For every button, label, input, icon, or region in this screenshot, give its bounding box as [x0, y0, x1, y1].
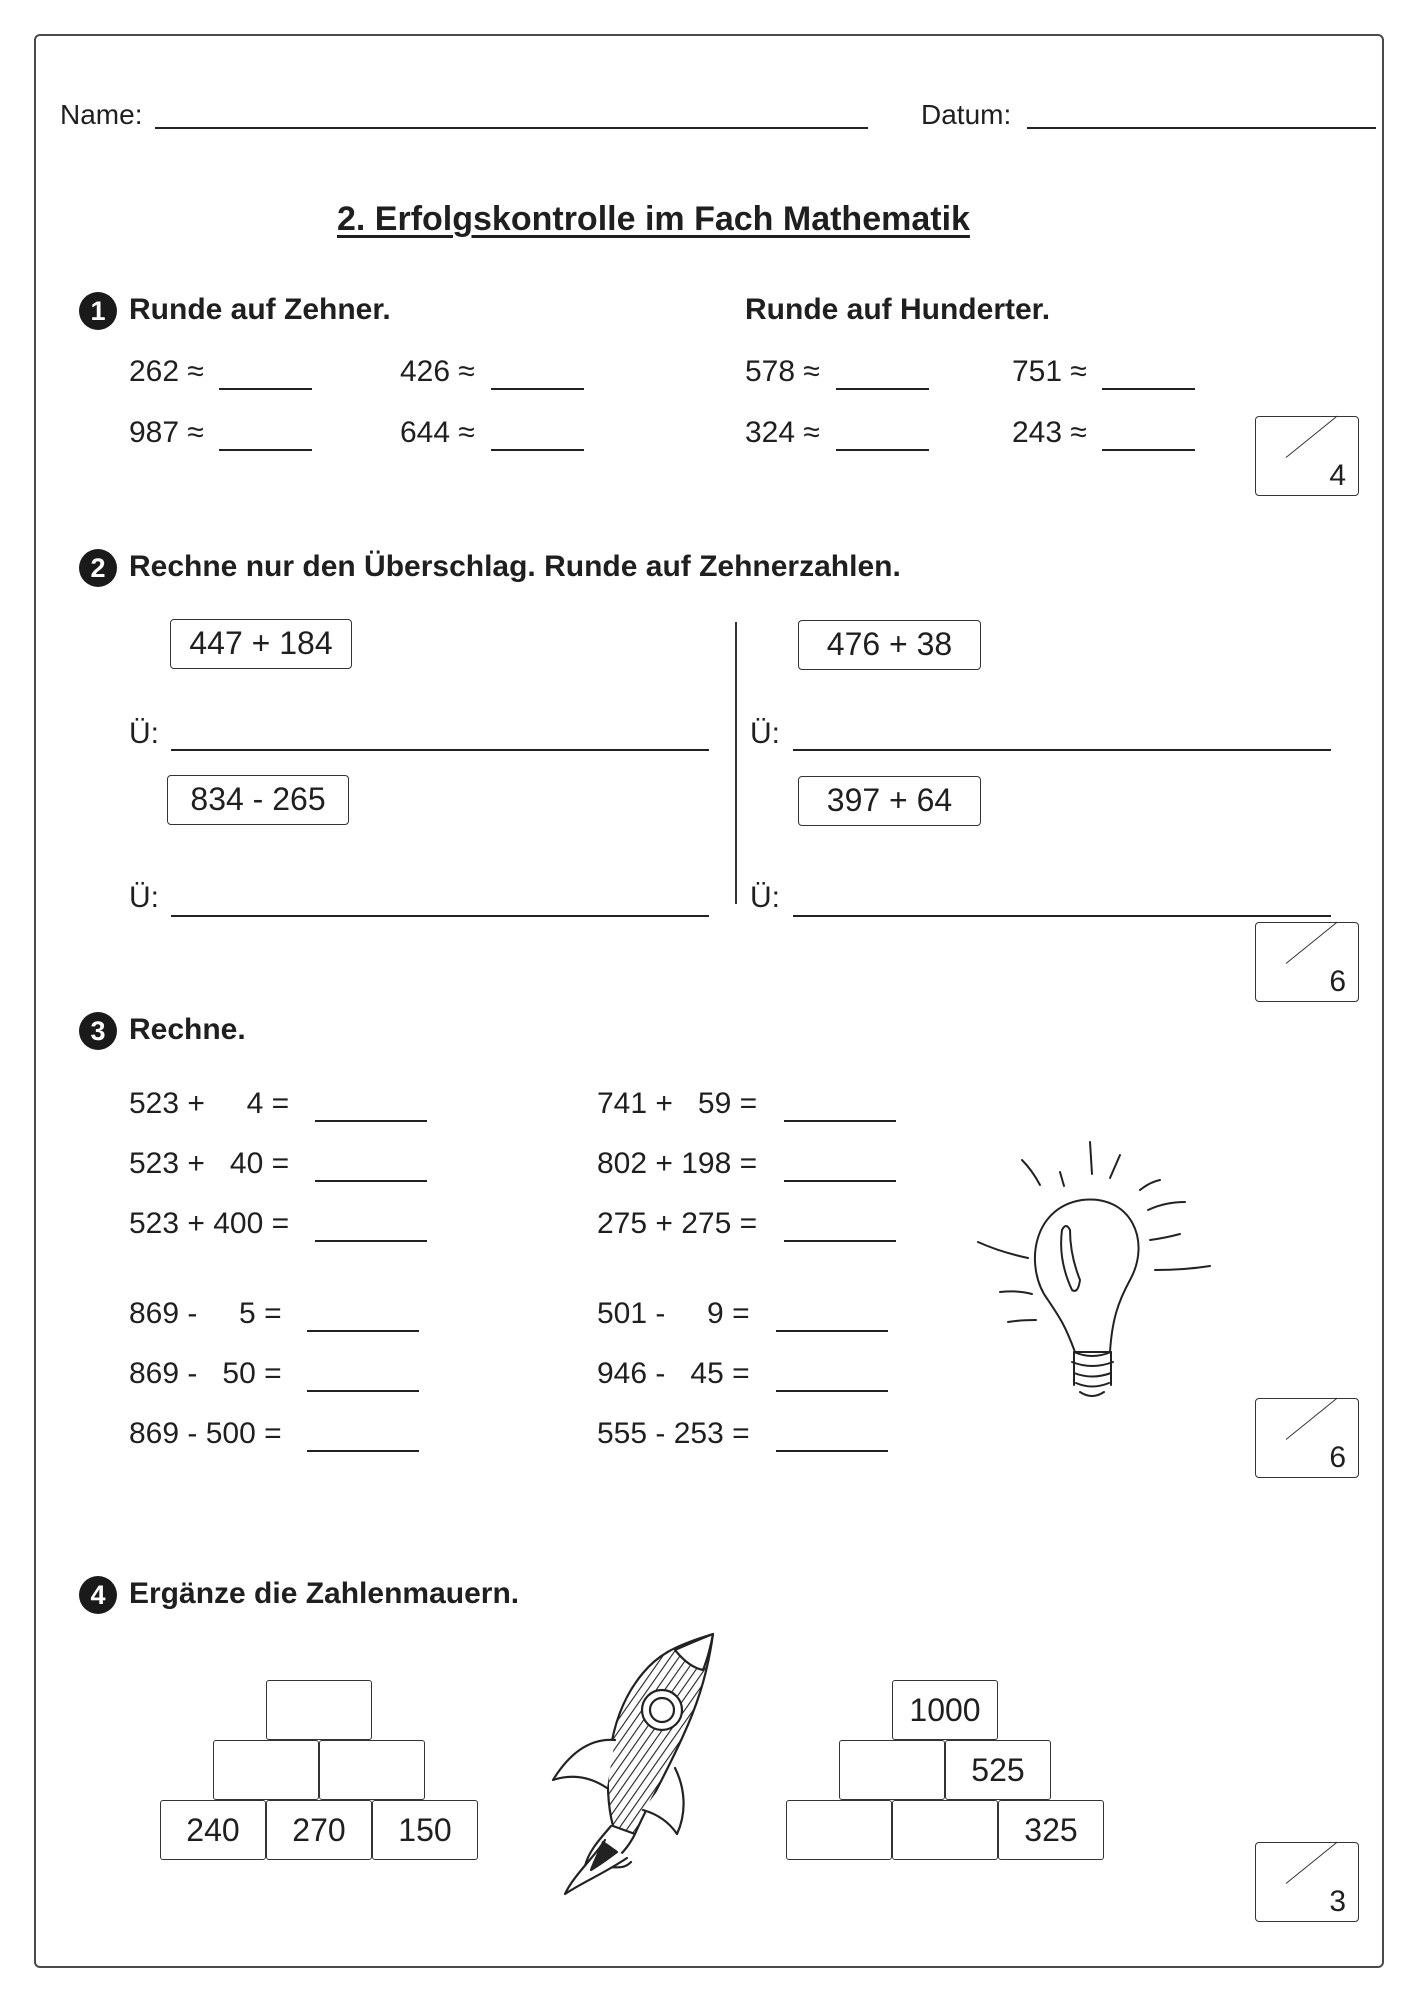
score-slash — [1286, 1398, 1338, 1440]
task3-equation: 946 - 45 = — [597, 1357, 750, 1390]
score-slash — [1286, 416, 1338, 458]
task2-score-box[interactable] — [1255, 922, 1359, 1002]
wall1-bottom-brick: 270 — [266, 1800, 372, 1860]
answer-line[interactable] — [315, 1180, 427, 1182]
task3-equation: 869 - 5 = — [129, 1297, 282, 1330]
answer-line[interactable] — [836, 388, 929, 390]
answer-line[interactable] — [491, 388, 584, 390]
wall2-middle-brick[interactable] — [839, 1740, 945, 1800]
answer-line[interactable] — [836, 449, 929, 451]
answer-label: Ü: — [129, 881, 159, 914]
task1-score-box[interactable] — [1255, 416, 1359, 496]
task1-points: 4 — [1329, 459, 1346, 492]
task3-points: 6 — [1329, 1441, 1346, 1474]
page-title: 2. Erfolgskontrolle im Fach Mathematik — [337, 200, 970, 238]
answer-line[interactable] — [784, 1120, 896, 1122]
task1-item: 751 ≈ — [1012, 355, 1087, 388]
task3-number-badge: 3 — [79, 1012, 117, 1050]
wall1-bottom-brick: 150 — [372, 1800, 478, 1860]
answer-line[interactable] — [219, 388, 312, 390]
task1-item: 644 ≈ — [400, 416, 475, 449]
task1-item: 987 ≈ — [129, 416, 204, 449]
wall2-bottom-brick: 325 — [998, 1800, 1104, 1860]
wall1-top-brick[interactable] — [266, 1680, 372, 1740]
task1-left-heading: Runde auf Zehner. — [129, 293, 391, 326]
score-slash — [1286, 922, 1338, 964]
task2-heading: Rechne nur den Überschlag. Runde auf Zehnerzahlen. — [129, 550, 901, 583]
answer-label: Ü: — [129, 717, 159, 750]
task3-equation: 869 - 500 = — [129, 1417, 282, 1450]
task2-expression-box: 447 + 184 — [170, 619, 352, 669]
task3-equation: 741 + 59 = — [597, 1087, 758, 1120]
lightbulb-icon — [970, 1130, 1250, 1400]
task3-equation: 802 + 198 = — [597, 1147, 758, 1180]
task2-expression-box: 476 + 38 — [798, 620, 981, 670]
answer-line[interactable] — [307, 1390, 419, 1392]
wall1-middle-brick[interactable] — [319, 1740, 425, 1800]
answer-label: Ü: — [750, 881, 780, 914]
task1-item: 324 ≈ — [745, 416, 820, 449]
task4-points: 3 — [1329, 1885, 1346, 1918]
answer-line[interactable] — [171, 915, 709, 917]
task3-equation: 275 + 275 = — [597, 1207, 758, 1240]
answer-line[interactable] — [171, 749, 709, 751]
wall2-middle-brick: 525 — [945, 1740, 1051, 1800]
answer-label: Ü: — [750, 717, 780, 750]
wall2-bottom-brick[interactable] — [892, 1800, 998, 1860]
answer-line[interactable] — [491, 449, 584, 451]
answer-line[interactable] — [307, 1330, 419, 1332]
column-divider — [735, 622, 737, 904]
answer-line[interactable] — [784, 1180, 896, 1182]
task1-number-badge: 1 — [79, 292, 117, 330]
answer-line[interactable] — [1102, 388, 1195, 390]
date-field[interactable] — [1027, 127, 1376, 129]
answer-line[interactable] — [307, 1450, 419, 1452]
answer-line[interactable] — [315, 1240, 427, 1242]
task3-heading: Rechne. — [129, 1013, 246, 1046]
rocket-icon — [545, 1628, 725, 1898]
name-field[interactable] — [155, 127, 868, 129]
task3-equation: 555 - 253 = — [597, 1417, 750, 1450]
answer-line[interactable] — [784, 1240, 896, 1242]
task2-points: 6 — [1329, 965, 1346, 998]
answer-line[interactable] — [793, 749, 1331, 751]
task1-item: 262 ≈ — [129, 355, 204, 388]
task4-heading: Ergänze die Zahlenmauern. — [129, 1577, 520, 1610]
task1-item: 578 ≈ — [745, 355, 820, 388]
task2-expression-box: 834 - 265 — [167, 775, 349, 825]
answer-line[interactable] — [219, 449, 312, 451]
task4-number-badge: 4 — [79, 1576, 117, 1614]
name-label: Name: — [60, 99, 143, 130]
answer-line[interactable] — [776, 1450, 888, 1452]
wall2-top-brick: 1000 — [892, 1680, 998, 1740]
task3-equation: 501 - 9 = — [597, 1297, 750, 1330]
answer-line[interactable] — [315, 1120, 427, 1122]
task1-item: 426 ≈ — [400, 355, 475, 388]
task3-equation: 523 + 400 = — [129, 1207, 290, 1240]
task4-score-box[interactable] — [1255, 1842, 1359, 1922]
wall1-middle-brick[interactable] — [213, 1740, 319, 1800]
wall1-bottom-brick: 240 — [160, 1800, 266, 1860]
task2-expression-box: 397 + 64 — [798, 776, 981, 826]
task3-score-box[interactable] — [1255, 1398, 1359, 1478]
score-slash — [1286, 1842, 1338, 1884]
answer-line[interactable] — [776, 1390, 888, 1392]
answer-line[interactable] — [776, 1330, 888, 1332]
task1-right-heading: Runde auf Hunderter. — [745, 293, 1051, 326]
task1-item: 243 ≈ — [1012, 416, 1087, 449]
task3-equation: 523 + 40 = — [129, 1147, 290, 1180]
date-label: Datum: — [921, 99, 1012, 130]
task2-number-badge: 2 — [79, 549, 117, 587]
answer-line[interactable] — [1102, 449, 1195, 451]
task3-equation: 523 + 4 = — [129, 1087, 290, 1120]
answer-line[interactable] — [793, 915, 1331, 917]
wall2-bottom-brick[interactable] — [786, 1800, 892, 1860]
task3-equation: 869 - 50 = — [129, 1357, 282, 1390]
